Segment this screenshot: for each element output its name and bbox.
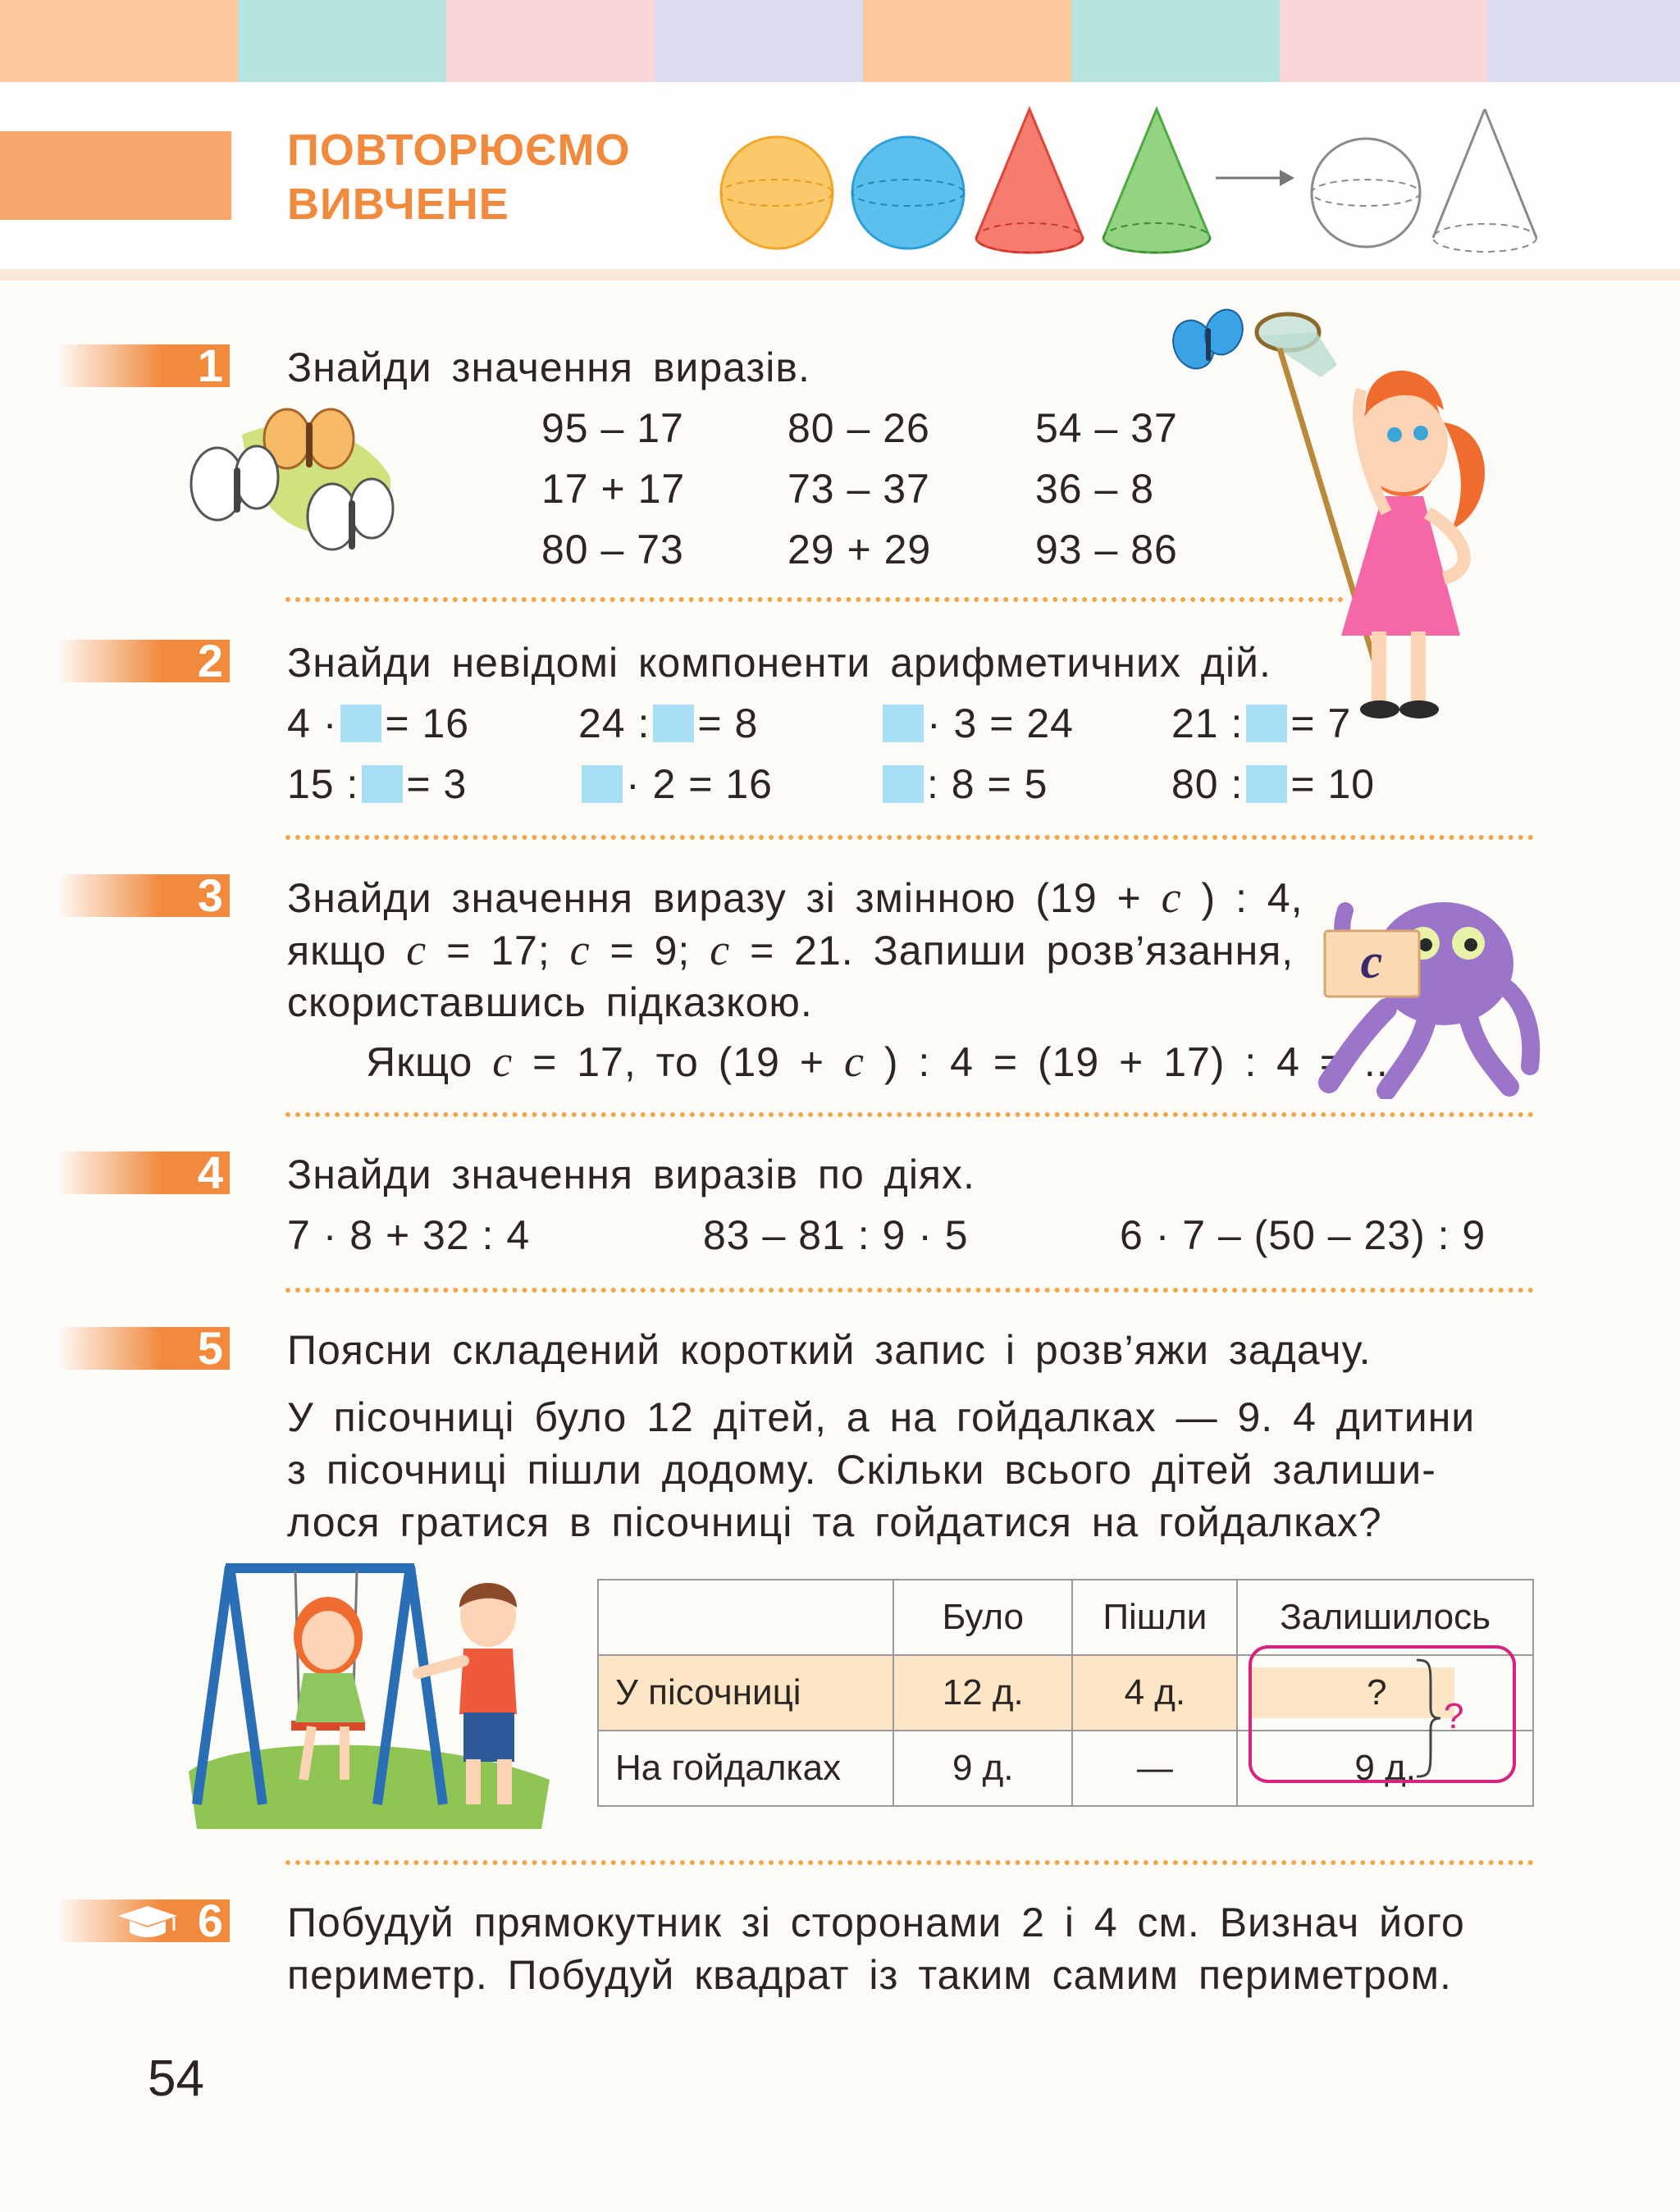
expression: 17 + 17 <box>541 466 686 512</box>
equation <box>1171 697 1351 750</box>
text-segment: ) : 4, <box>1201 875 1303 921</box>
red-cone-icon <box>976 109 1083 253</box>
table-header-cell: Залишилось <box>1237 1580 1533 1655</box>
task-number-badge <box>57 869 230 921</box>
variable-c: c <box>492 1037 514 1086</box>
answer-box[interactable] <box>1246 765 1287 803</box>
text-segment: Знайди значення виразу зі змінною (19 + <box>287 875 1142 921</box>
expression: 83 – 81 : 9 · 5 <box>703 1212 969 1258</box>
task1-instruction: Знайди значення виразів. <box>287 344 810 390</box>
task-number: 4 <box>197 1147 223 1198</box>
section-title-line2: ВИВЧЕНЕ <box>287 180 509 229</box>
header-stripe <box>863 0 1071 82</box>
header-tab <box>0 131 231 220</box>
equation-right: = 10 <box>1290 761 1376 807</box>
text-segment: = 21. Запиши розв’язання, <box>750 928 1294 974</box>
arrow-right-icon <box>1216 170 1294 186</box>
highlight-frame <box>1249 1645 1516 1783</box>
header-stripe <box>446 0 655 82</box>
equation-right: = 7 <box>1290 700 1352 746</box>
expression: 7 · 8 + 32 : 4 <box>287 1212 531 1258</box>
equation-left: 15 : <box>287 761 359 807</box>
section-title-line1: ПОВТОРЮЄМО <box>287 125 631 175</box>
dotted-separator <box>285 1860 1534 1865</box>
task2-instruction: Знайди невідомі компоненти арифметичних дій. <box>287 640 1271 686</box>
variable-card-letter: c <box>1360 934 1383 988</box>
white-butterfly-icon <box>191 446 278 520</box>
problem-line: з пісочниці пішли додому. Скільки всього дітей залиши- <box>287 1447 1436 1493</box>
geometric-shapes <box>714 103 1550 258</box>
brace-icon <box>1413 1657 1445 1780</box>
task-number-badge <box>57 340 230 391</box>
table-cell: 9 д. <box>1237 1731 1533 1806</box>
text-segment: ) : 4 = (19 + 17) : 4 = ... <box>883 1039 1401 1085</box>
equation-right: · 3 = 24 <box>927 700 1074 746</box>
task-number-badge <box>57 1147 230 1198</box>
task-number-badge <box>57 635 230 686</box>
header-stripe <box>238 0 446 82</box>
equation-left: 24 : <box>578 700 651 746</box>
header-stripe <box>1071 0 1280 82</box>
expression: 95 – 17 <box>541 405 684 451</box>
equation <box>1171 758 1375 810</box>
variable-c: c <box>843 1037 865 1086</box>
table-header-cell: Було <box>893 1580 1072 1655</box>
task3-line3: скориставшись підказкою. <box>287 979 813 1025</box>
green-cone-icon <box>1103 109 1210 253</box>
equation-right: = 8 <box>697 700 759 746</box>
answer-box[interactable] <box>362 765 403 803</box>
equation-right: · 2 = 16 <box>626 761 773 807</box>
table-cell: 12 д. <box>893 1655 1072 1731</box>
variable-c: c <box>406 925 427 974</box>
dotted-separator <box>285 1288 1534 1293</box>
task-number: 2 <box>197 635 223 686</box>
text-segment: = 9; <box>609 928 691 974</box>
task-number-badge <box>57 1895 230 1946</box>
equation <box>879 758 1048 810</box>
equation <box>578 758 773 810</box>
table-cell: — <box>1072 1731 1237 1806</box>
dotted-separator <box>285 597 1344 602</box>
total-question-mark: ? <box>1444 1696 1464 1736</box>
section-title <box>287 123 631 231</box>
answer-box[interactable] <box>582 765 623 803</box>
table-header-cell <box>598 1580 893 1655</box>
task-number: 5 <box>197 1322 223 1374</box>
expression: 36 – 8 <box>1035 466 1155 512</box>
equation <box>287 697 469 750</box>
answer-box[interactable] <box>1246 705 1287 742</box>
orange-sphere-icon <box>721 137 833 249</box>
text-segment: = 17, то (19 + <box>532 1039 825 1085</box>
expression: 93 – 86 <box>1035 527 1178 572</box>
table-cell: 9 д. <box>893 1731 1072 1806</box>
task3-line2 <box>287 924 1294 977</box>
answer-box[interactable] <box>340 705 381 742</box>
answer-box[interactable] <box>883 705 924 742</box>
table-cell: На гойдалках <box>598 1731 893 1806</box>
outline-cone-icon <box>1433 109 1536 252</box>
graduation-cap-icon <box>115 1903 180 1939</box>
table-cell: У пісочниці <box>598 1655 893 1731</box>
expression: 54 – 37 <box>1035 405 1178 451</box>
outline-sphere-icon <box>1312 139 1420 247</box>
task5-instruction: Поясни складений короткий запис і розв’яжи задачу. <box>287 1327 1372 1373</box>
problem-line: У пісочниці було 12 дітей, а на гойдалках — 9. 4 дитини <box>287 1394 1476 1440</box>
page-number: 54 <box>148 2050 204 2107</box>
orange-butterfly-icon <box>264 409 354 468</box>
dotted-separator <box>285 835 1534 840</box>
dotted-separator <box>285 1112 1534 1117</box>
table-header-cell: Пішли <box>1072 1580 1237 1655</box>
task4-instruction: Знайди значення виразів по діях. <box>287 1152 975 1197</box>
header-stripe <box>1280 0 1488 82</box>
expression: 29 + 29 <box>788 527 932 572</box>
octopus-illustration <box>1312 894 1550 1099</box>
equation-right: = 3 <box>406 761 468 807</box>
header-divider <box>0 269 1680 280</box>
blue-sphere-icon <box>852 137 964 249</box>
text-segment: якщо <box>287 928 387 974</box>
variable-c: c <box>710 925 731 974</box>
task-number: 1 <box>197 340 223 391</box>
text-segment: = 17; <box>446 928 550 974</box>
answer-box[interactable] <box>653 705 694 742</box>
task6-line2: периметр. Побудуй квадрат із таким самим периметром. <box>287 1952 1452 1998</box>
header-stripe <box>655 0 863 82</box>
answer-box[interactable] <box>883 765 924 803</box>
task-number: 6 <box>197 1895 223 1946</box>
task3-hint <box>366 1035 1401 1088</box>
header-stripe <box>0 0 238 82</box>
expression: 80 – 73 <box>541 527 684 572</box>
table-cell: 4 д. <box>1072 1655 1237 1731</box>
variable-c: c <box>1161 873 1182 922</box>
table-header-row <box>598 1580 1533 1655</box>
text-segment: Якщо <box>366 1039 473 1085</box>
equation <box>578 697 758 750</box>
task-number-badge <box>57 1322 230 1374</box>
problem-line: лося гратися в пісочниці та гойдатися на гойдалках? <box>287 1499 1382 1545</box>
expression: 73 – 37 <box>788 466 930 512</box>
expression: 6 · 7 – (50 – 23) : 9 <box>1120 1212 1486 1258</box>
task-number: 3 <box>197 869 223 921</box>
header-stripe <box>1488 0 1680 82</box>
task3-line1 <box>287 871 1303 924</box>
expression: 80 – 26 <box>788 405 930 451</box>
task6-line1: Побудуй прямокутник зі сторонами 2 і 4 см. Визнач його <box>287 1900 1465 1945</box>
equation-left: 21 : <box>1171 700 1244 746</box>
girl-figure-icon <box>1341 371 1485 718</box>
swing-children-illustration <box>180 1558 550 1829</box>
unknown-value: ? <box>1249 1667 1454 1718</box>
variable-c: c <box>569 925 591 974</box>
equation-left: 4 · <box>287 700 338 746</box>
equation-right: : 8 = 5 <box>927 761 1048 807</box>
blue-butterfly-icon <box>1166 304 1249 374</box>
butterflies-illustration <box>185 402 406 574</box>
equation <box>879 697 1074 750</box>
equation-right: = 16 <box>385 700 470 746</box>
equation-left: 80 : <box>1171 761 1244 807</box>
equation <box>287 758 467 810</box>
